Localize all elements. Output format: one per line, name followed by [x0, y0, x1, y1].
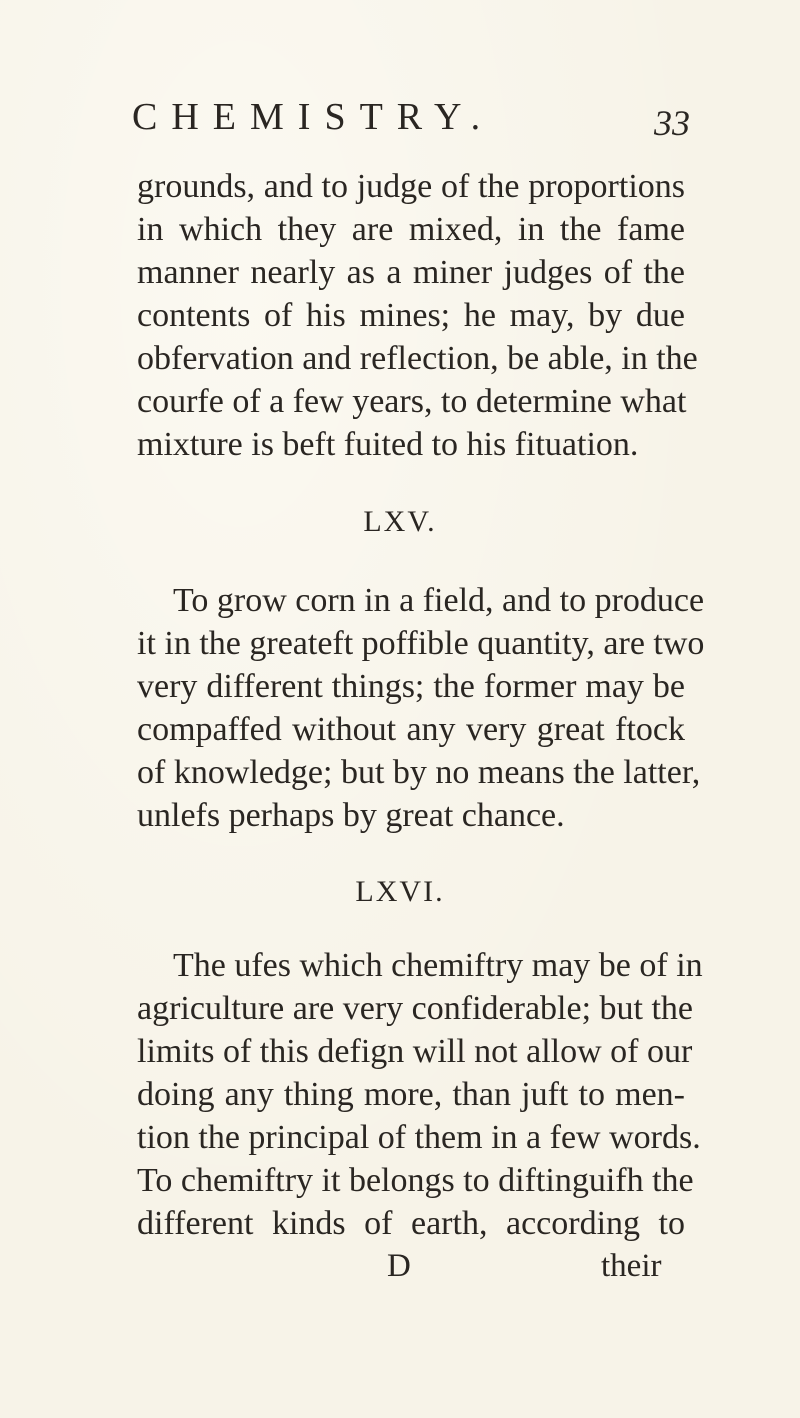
- text-line: To grow corn in a field, and to produce: [173, 582, 705, 619]
- text-line: manner nearly as a miner judges of the: [137, 254, 685, 291]
- text-line: it in the greateft poffible quantity, are two: [137, 625, 705, 662]
- running-title: CHEMISTRY.: [132, 96, 495, 138]
- text-line: grounds, and to judge of the proportions: [137, 168, 685, 205]
- section-heading: LXV.: [363, 505, 437, 538]
- text-line: compaffed without any very great ftock: [137, 711, 685, 748]
- text-line: different kinds of earth, according to: [137, 1205, 685, 1242]
- text-line: obfervation and reflection, be able, in the: [137, 340, 698, 377]
- text-line: mixture is beft fuited to his fituation.: [137, 426, 639, 463]
- text-line: agriculture are very confiderable; but the: [137, 990, 694, 1027]
- text-line: doing any thing more, than juft to men-: [137, 1076, 685, 1113]
- text-line: The ufes which chemiftry may be of in: [173, 947, 703, 984]
- running-head: [132, 92, 692, 142]
- page-number: 33: [654, 103, 690, 143]
- text-line: courfe of a few years, to determine what: [137, 383, 687, 420]
- text-line: unlefs perhaps by great chance.: [137, 797, 565, 834]
- text-line: To chemiftry it belongs to diftinguifh the: [137, 1162, 694, 1199]
- text-line: contents of his mines; he may, by due: [137, 297, 685, 334]
- text-line: of knowledge; but by no means the latter,: [137, 754, 701, 791]
- text-line: very different things; the former may be: [137, 668, 685, 705]
- section-heading: LXVI.: [355, 875, 445, 908]
- text-line: tion the principal of them in a few words.: [137, 1119, 701, 1156]
- signature-mark: D: [387, 1248, 411, 1284]
- text-line: in which they are mixed, in the fame: [137, 211, 685, 248]
- catchword: their: [601, 1248, 662, 1284]
- text-line: limits of this defign will not allow of our: [137, 1033, 693, 1070]
